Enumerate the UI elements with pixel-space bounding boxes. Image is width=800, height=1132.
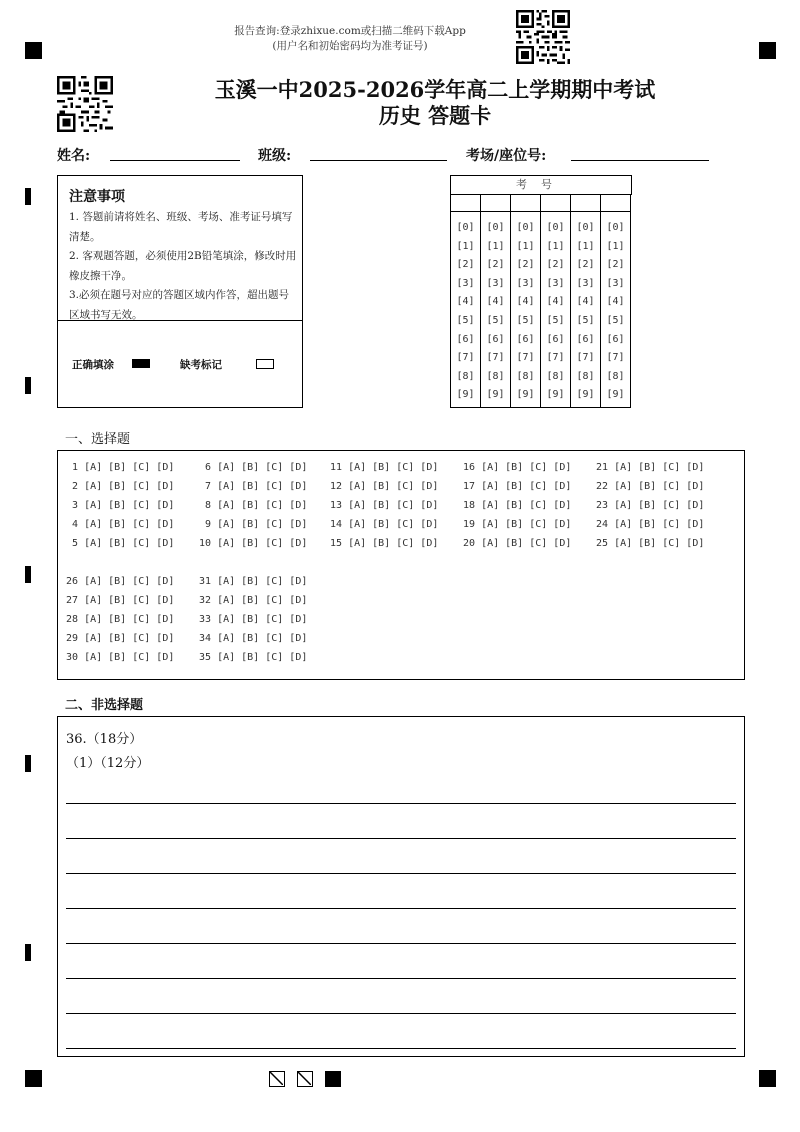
question-number: 16 [463,462,482,473]
section-title-nonchoice: 二、非选择题 [65,698,144,713]
exam-number-column [600,194,631,408]
absent-mark-checkbox[interactable] [256,359,274,369]
question-29-choices[interactable] [66,633,174,644]
digit-bubble[interactable]: [0] [516,222,535,233]
footer-crossed-box [269,1071,285,1087]
notice-item: 3.必须在题号对应的答题区域内作答，超出题号区域书写无效。 [69,289,290,321]
digit-bubble[interactable]: [0] [546,222,565,233]
exam-number-column [480,194,511,408]
choice-bubbles[interactable]: [A] [B] [C] [D] [217,614,308,625]
digit-bubble[interactable]: [5] [456,315,475,326]
answer-line[interactable] [66,1048,736,1049]
choice-bubbles[interactable]: [A] [B] [C] [D] [217,633,308,644]
question-4-choices[interactable] [66,519,174,530]
digit-bubble[interactable]: [5] [486,315,505,326]
diagonal-stroke-icon [298,1072,311,1085]
question-16-choices[interactable] [463,462,571,473]
choice-bubbles[interactable]: [A] [B] [C] [D] [348,519,439,530]
notice-items [69,208,297,325]
diagonal-stroke-icon [270,1072,283,1085]
choice-bubbles[interactable]: [A] [B] [C] [D] [614,481,705,492]
exam-number-write-box[interactable] [511,194,540,212]
exam-number-write-box[interactable] [571,194,600,212]
digit-bubble[interactable]: [3] [486,277,505,289]
question-number: 4 [66,519,85,530]
choice-bubbles[interactable]: [A] [B] [C] [D] [84,500,175,511]
digit-bubble[interactable]: [9] [606,389,625,401]
digit-bubble[interactable]: [2] [516,259,535,271]
question-number: 6 [199,462,218,473]
digit-bubble[interactable]: [7] [576,352,595,364]
choice-bubbles[interactable]: [A] [B] [C] [D] [614,500,705,511]
digit-bubble[interactable]: [5] [606,315,625,326]
digit-bubble[interactable]: [2] [486,259,505,271]
exam-number-column [570,194,601,408]
digit-bubble[interactable]: [8] [516,370,535,382]
question-34-choices[interactable] [199,633,307,644]
side-mark [25,755,31,772]
choice-bubbles[interactable]: [A] [B] [C] [D] [217,652,308,663]
corner-mark-top-right [759,42,776,59]
choice-bubbles[interactable]: [A] [B] [C] [D] [217,481,308,492]
choice-bubbles[interactable]: [A] [B] [C] [D] [481,538,572,549]
question-19-choices[interactable] [463,519,571,530]
room-seat-label: 考场/座位号: [466,148,547,164]
digit-bubble[interactable]: [3] [516,277,535,289]
question-number: 13 [330,500,349,511]
choice-bubbles[interactable]: [A] [B] [C] [D] [84,576,175,587]
question-number: 8 [199,500,218,511]
question-22-choices[interactable] [596,481,704,492]
digit-bubble[interactable]: [1] [486,240,505,252]
question-28-choices[interactable] [66,614,174,625]
question-number: 11 [330,462,349,473]
digit-bubble[interactable]: [0] [606,222,625,233]
digit-bubble[interactable]: [3] [576,277,595,289]
answer-line[interactable] [66,873,736,874]
digit-bubble[interactable]: [3] [546,277,565,289]
question-23-choices[interactable] [596,500,704,511]
question-8-choices[interactable] [199,500,307,511]
question-5-choices[interactable] [66,538,174,549]
question-number: 18 [463,500,482,511]
question-number: 3 [66,500,85,511]
question-number: 7 [199,481,218,492]
digit-bubble[interactable]: [8] [486,370,505,382]
question-11-choices[interactable] [330,462,438,473]
question-number: 21 [596,462,615,473]
digit-bubble[interactable]: [0] [486,222,505,233]
digit-bubble[interactable]: [1] [576,240,595,252]
digit-bubble[interactable]: [5] [546,315,565,326]
answer-box[interactable] [57,716,745,1057]
digit-bubble[interactable]: [1] [606,240,625,252]
footer-crossed-box [297,1071,313,1087]
digit-bubble[interactable]: [3] [456,277,475,289]
digit-bubble[interactable]: [9] [546,389,565,401]
choice-bubbles[interactable]: [A] [B] [C] [D] [217,595,308,606]
notice-item: 2. 客观题答题，必须使用2B铅笔填涂，修改时用橡皮擦干净。 [69,250,297,282]
exam-number-column [510,194,541,408]
exam-number-write-box[interactable] [601,194,630,212]
question-18-choices[interactable] [463,500,571,511]
digit-bubble[interactable]: [8] [546,370,565,382]
answer-line[interactable] [66,978,736,979]
digit-bubble[interactable]: [1] [456,240,475,252]
digit-bubble[interactable]: [2] [456,259,475,271]
choice-bubbles[interactable]: [A] [B] [C] [D] [84,538,175,549]
question-32-choices[interactable] [199,595,307,606]
question-17-choices[interactable] [463,481,571,492]
page-title [150,77,720,129]
corner-mark-bottom-left [25,1070,42,1087]
question-9-choices[interactable] [199,519,307,530]
digit-bubble[interactable]: [9] [456,389,475,401]
question-number: 30 [66,652,85,663]
question-number: 17 [463,481,482,492]
question-number: 26 [66,576,85,587]
choice-bubbles[interactable]: [A] [B] [C] [D] [217,500,308,511]
question-31-choices[interactable] [199,576,307,587]
question-26-choices[interactable] [66,576,174,587]
exam-number-write-box[interactable] [481,194,510,212]
choice-bubbles[interactable]: [A] [B] [C] [D] [348,500,439,511]
class-label: 班级: [258,148,292,164]
digit-bubble[interactable]: [6] [516,333,535,345]
name-field[interactable] [110,160,240,161]
digit-bubble[interactable]: [6] [606,333,625,345]
notice-title: 注意事项 [69,189,125,205]
side-mark [25,944,31,961]
answer-line[interactable] [66,943,736,944]
choice-bubbles[interactable]: [A] [B] [C] [D] [84,519,175,530]
question-number: 20 [463,538,482,549]
question-7-choices[interactable] [199,481,307,492]
choice-bubbles[interactable]: [A] [B] [C] [D] [84,614,175,625]
question-number: 34 [199,633,218,644]
sub-question-label: （1）（12分） [66,756,150,771]
question-number: 12 [330,481,349,492]
report-query-note [200,24,500,54]
choice-bubbles[interactable]: [A] [B] [C] [D] [217,538,308,549]
choice-bubbles[interactable]: [A] [B] [C] [D] [84,633,175,644]
digit-bubble[interactable]: [5] [516,315,535,326]
question-number: 25 [596,538,615,549]
digit-bubble[interactable]: [6] [576,333,595,345]
notice-item: 1. 答题前请将姓名、班级、考场、准考证号填写清楚。 [69,211,293,243]
question-number: 33 [199,614,218,625]
digit-bubble[interactable]: [4] [516,296,535,308]
title-line2: 历史 答题卡 [378,103,492,128]
choice-bubbles[interactable]: [A] [B] [C] [D] [217,576,308,587]
question-number: 23 [596,500,615,511]
digit-bubble[interactable]: [7] [546,352,565,364]
choice-bubbles[interactable]: [A] [B] [C] [D] [614,538,705,549]
side-mark [25,566,31,583]
digit-bubble[interactable]: [0] [576,222,595,233]
digit-bubble[interactable]: [1] [516,240,535,252]
digit-bubble[interactable]: [7] [456,352,475,364]
digit-bubble[interactable]: [1] [546,240,565,252]
choice-bubbles[interactable]: [A] [B] [C] [D] [614,462,705,473]
choice-bubbles[interactable]: [A] [B] [C] [D] [84,481,175,492]
digit-bubble[interactable]: [2] [546,259,565,271]
exam-number-column [540,194,571,408]
side-mark [25,377,31,394]
question-14-choices[interactable] [330,519,438,530]
digit-bubble[interactable]: [7] [516,352,535,364]
qr-code-icon [57,76,113,132]
question-number: 9 [199,519,218,530]
question-number: 31 [199,576,218,587]
digit-bubble[interactable]: [2] [576,259,595,271]
choice-bubbles[interactable]: [A] [B] [C] [D] [614,519,705,530]
choice-bubbles[interactable]: [A] [B] [C] [D] [481,481,572,492]
digit-bubble[interactable]: [8] [456,370,475,382]
question-2-choices[interactable] [66,481,174,492]
digit-bubble[interactable]: [4] [576,296,595,308]
correct-fill-sample [132,359,150,368]
choice-bubbles[interactable]: [A] [B] [C] [D] [84,652,175,663]
question-15-choices[interactable] [330,538,438,549]
choice-bubbles[interactable]: [A] [B] [C] [D] [348,538,439,549]
question-number: 14 [330,519,349,530]
question-number: 29 [66,633,85,644]
question-3-choices[interactable] [66,500,174,511]
exam-number-column [450,194,481,408]
correct-fill-label: 正确填涂 [72,359,114,371]
name-label: 姓名: [57,148,91,164]
question-24-choices[interactable] [596,519,704,530]
question-number: 2 [66,481,85,492]
digit-bubble[interactable]: [3] [606,277,625,289]
notice-divider [58,320,302,321]
digit-bubble[interactable]: [6] [456,333,475,345]
choice-bubbles[interactable]: [A] [B] [C] [D] [481,519,572,530]
digit-bubble[interactable]: [0] [456,222,475,233]
digit-bubble[interactable]: [9] [576,389,595,401]
answer-line[interactable] [66,908,736,909]
report-query-line2: (用户名和初始密码均为准考证号) [272,40,428,52]
question-10-choices[interactable] [199,538,307,549]
question-21-choices[interactable] [596,462,704,473]
digit-bubble[interactable]: [9] [516,389,535,401]
question-number: 35 [199,652,218,663]
exam-number-grid [450,175,632,408]
digit-bubble[interactable]: [2] [606,259,625,271]
choice-bubbles[interactable]: [A] [B] [C] [D] [481,500,572,511]
question-number: 22 [596,481,615,492]
notice-box [57,175,303,408]
report-query-line1: 报告查询:登录zhixue.com或扫描二维码下载App [234,25,466,37]
room-seat-field[interactable] [571,160,709,161]
exam-number-write-box[interactable] [451,194,480,212]
answer-line[interactable] [66,1013,736,1014]
corner-mark-top-left [25,42,42,59]
exam-number-write-box[interactable] [541,194,570,212]
digit-bubble[interactable]: [6] [546,333,565,345]
corner-mark-bottom-right [759,1070,776,1087]
question-number: 24 [596,519,615,530]
question-number: 15 [330,538,349,549]
question-number: 28 [66,614,85,625]
choice-bubbles[interactable]: [A] [B] [C] [D] [481,462,572,473]
question-35-choices[interactable] [199,652,307,663]
digit-bubble[interactable]: [8] [606,370,625,382]
digit-bubble[interactable]: [7] [486,352,505,364]
section-title-choice: 一、选择题 [65,432,131,447]
choice-bubbles[interactable]: [A] [B] [C] [D] [348,481,439,492]
question-number: 19 [463,519,482,530]
question-number: 1 [66,462,85,473]
choice-bubbles[interactable]: [A] [B] [C] [D] [348,462,439,473]
answer-line[interactable] [66,838,736,839]
choice-bubbles[interactable]: [A] [B] [C] [D] [217,519,308,530]
answer-line[interactable] [66,803,736,804]
choice-bubbles[interactable]: [A] [B] [C] [D] [84,462,175,473]
question-number: 5 [66,538,85,549]
footer-filled-box [325,1071,341,1087]
digit-bubble[interactable]: [4] [606,296,625,308]
question-number: 10 [199,538,218,549]
question-27-choices[interactable] [66,595,174,606]
qr-code-icon [516,10,570,64]
multiple-choice-box [57,450,745,680]
question-12-choices[interactable] [330,481,438,492]
question-33-choices[interactable] [199,614,307,625]
exam-number-header: 考号 [450,175,632,195]
question-number: 32 [199,595,218,606]
title-line1: 玉溪一中2025-2026学年高二上学期期中考试 [214,77,656,102]
digit-bubble[interactable]: [9] [486,389,505,401]
digit-bubble[interactable]: [5] [576,315,595,326]
question-30-choices[interactable] [66,652,174,663]
absent-mark-label: 缺考标记 [180,359,222,371]
digit-bubble[interactable]: [4] [546,296,565,308]
choice-bubbles[interactable]: [A] [B] [C] [D] [217,462,308,473]
question-36-label: 36.（18分） [66,732,143,747]
choice-bubbles[interactable]: [A] [B] [C] [D] [84,595,175,606]
digit-bubble[interactable]: [4] [456,296,475,308]
question-25-choices[interactable] [596,538,704,549]
digit-bubble[interactable]: [8] [576,370,595,382]
digit-bubble[interactable]: [6] [486,333,505,345]
question-1-choices[interactable] [66,462,174,473]
question-6-choices[interactable] [199,462,307,473]
class-field[interactable] [310,160,447,161]
question-20-choices[interactable] [463,538,571,549]
side-mark [25,188,31,205]
digit-bubble[interactable]: [4] [486,296,505,308]
question-number: 27 [66,595,85,606]
digit-bubble[interactable]: [7] [606,352,625,364]
question-13-choices[interactable] [330,500,438,511]
